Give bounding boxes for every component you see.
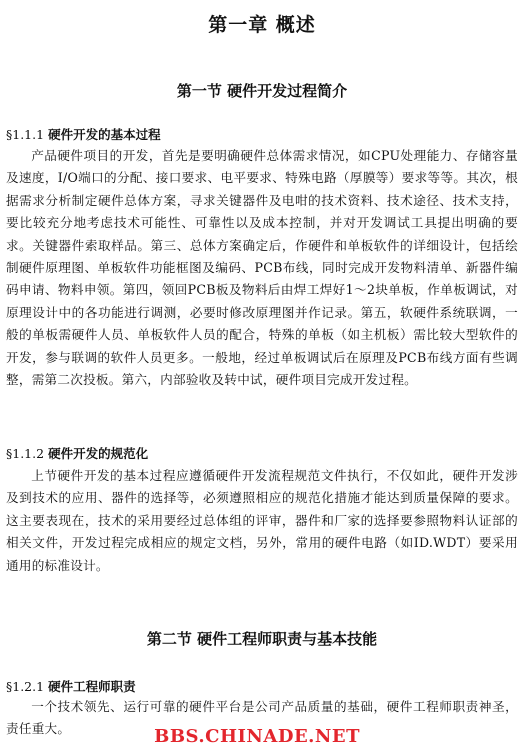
subsection-heading-1-2-1 xyxy=(6,677,136,695)
watermark: BBS.CHINADE.NET xyxy=(154,726,360,747)
paragraph-1-1-1: 产品硬件项目的开发，首先是要明确硬件总体需求情况，如CPU处理能力、存储容量及速度，I/O端口的分配、接口要求、电平要求、特殊电路（厚膜等）要求等等。其次，根据需求分析制定硬件总体方案，寻求关键器件及电咁的技术资料、技术途径、技术支持，要比较充分地考虑技术可能性、可靠性以及成本控制，并对开发调试工具提出明确的要求。关键器件索取样品。第三、总体方案确定后，作硬件和单板软件的详细设计，包括绘制硬件原理图、单板软件功能框图及编码、PCB布线，同时完成开发物料清单、新器件编码申请、物料申领。第四，领回PCB板及物料后由焊工焊好1～2块单板，作单板调试，对原理设计中的各功能进行调测，必要时修改原理图并作记录。第五，软硬件系统联调，一般的单板需硬件人员、单板软件人员的配合，特殊的单板（如主机板）需比较大型软件的开发，参与联调的软件人员更多。一般地，经过单板调试后在原理及PCB布线方面有些调整，需第二次投板。第六，内部验收及转中试，硬件项目完成开发过程。 xyxy=(6,148,518,388)
subsection-title: 硬件工程师职责 xyxy=(48,679,136,694)
subsection-number: §1.1.2 xyxy=(6,446,45,461)
paragraph-1-2-1: 一个技术领先、运行可靠的硬件平台是公司产品质量的基础，硬件工程师职责神圣，责任重大。 xyxy=(6,699,518,737)
subsection-heading-1-1-2 xyxy=(6,444,148,462)
subsection-heading-1-1-1 xyxy=(6,125,161,143)
subsection-number: §1.2.1 xyxy=(6,679,45,694)
section-title-2: 第二节 硬件工程师职责与基本技能 xyxy=(146,630,378,648)
paragraph-1-1-2: 上节硬件开发的基本过程应遵循硬件开发流程规范文件执行，不仅如此，硬件开发涉及到技术的应用、器件的选择等，必须遵照相应的规范化措施才能达到质量保障的要求。这主要表现在，技术的采用要经过总体组的评审，器件和厂家的选择要参照物料认证部的相关文件，开发过程完成相应的规定文档，另外，常用的硬件电路（如ID.WDT）要采用通用的标准设计。 xyxy=(6,468,518,573)
subsection-number: §1.1.1 xyxy=(6,127,45,142)
subsection-title: 硬件开发的基本过程 xyxy=(48,127,161,142)
chapter-title: 第一章 概述 xyxy=(208,14,316,36)
section-title-1: 第一节 硬件开发过程简介 xyxy=(176,82,348,100)
subsection-title: 硬件开发的规范化 xyxy=(48,446,149,461)
